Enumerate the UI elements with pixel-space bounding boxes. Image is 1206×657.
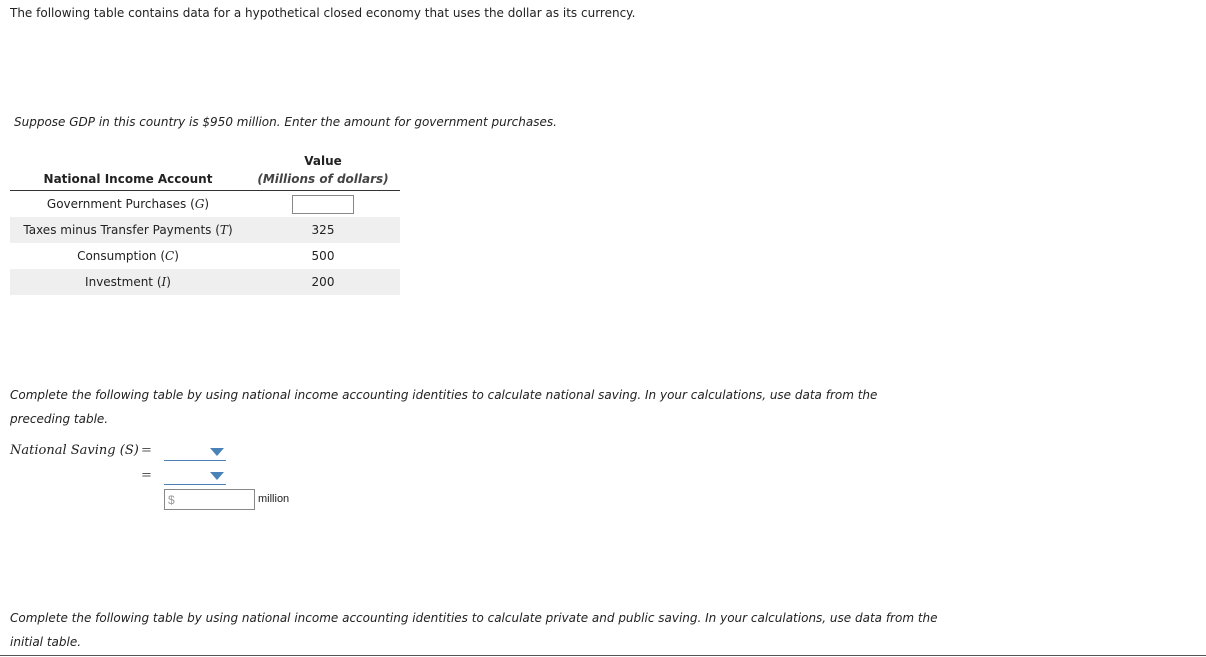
symbol-c: C (165, 249, 175, 263)
value-header: Value (304, 154, 342, 168)
question-2-text: Complete the following table by using national income accounting identities to calculate national saving. In your calculations, use data from the preceding table. (10, 388, 878, 426)
government-purchases-input[interactable] (292, 195, 354, 214)
national-saving-amount-field[interactable] (164, 489, 255, 510)
symbol-g: G (194, 197, 205, 211)
symbol-i: I (161, 275, 167, 289)
chevron-down-icon (210, 472, 224, 480)
unit-label: million (258, 493, 290, 505)
formula-dropdown-2[interactable] (164, 470, 226, 485)
unit-header: (Millions of dollars) (246, 168, 400, 191)
row-label: Taxes minus Transfer Payments (T) (10, 217, 246, 243)
row-value: 325 (246, 217, 400, 243)
table-row (10, 217, 400, 243)
row-label: Investment (I) (10, 269, 246, 295)
row-value: 500 (311, 249, 335, 263)
national-saving-label: National Saving (S) (10, 443, 139, 458)
chevron-down-icon (210, 448, 224, 456)
national-income-table (10, 146, 400, 295)
table-row (10, 269, 400, 295)
question-3-text: Complete the following table by using national income accounting identities to calculate private and public saving. In your calculations, use data from the initial table. (10, 611, 938, 649)
dollar-sign: $ (168, 492, 175, 507)
intro-text: The following table contains data for a hypothetical closed economy that uses the dollar as its currency. (10, 6, 636, 20)
row-label: Government Purchases (G) (46, 197, 210, 211)
question-1-text: Suppose GDP in this country is $950 million. Enter the amount for government purchases. (14, 115, 557, 129)
divider (0, 655, 1206, 656)
symbol-t: T (219, 223, 228, 237)
row-label: Consumption (C) (77, 249, 179, 263)
national-saving-input[interactable] (175, 491, 249, 508)
account-header: National Income Account (10, 168, 246, 191)
equals-sign: = (141, 443, 152, 458)
table-row (10, 243, 400, 269)
row-value: 200 (246, 269, 400, 295)
equals-sign: = (141, 468, 152, 483)
symbol-s: S (124, 443, 134, 458)
table-row (10, 191, 400, 218)
formula-dropdown-1[interactable] (164, 446, 226, 461)
